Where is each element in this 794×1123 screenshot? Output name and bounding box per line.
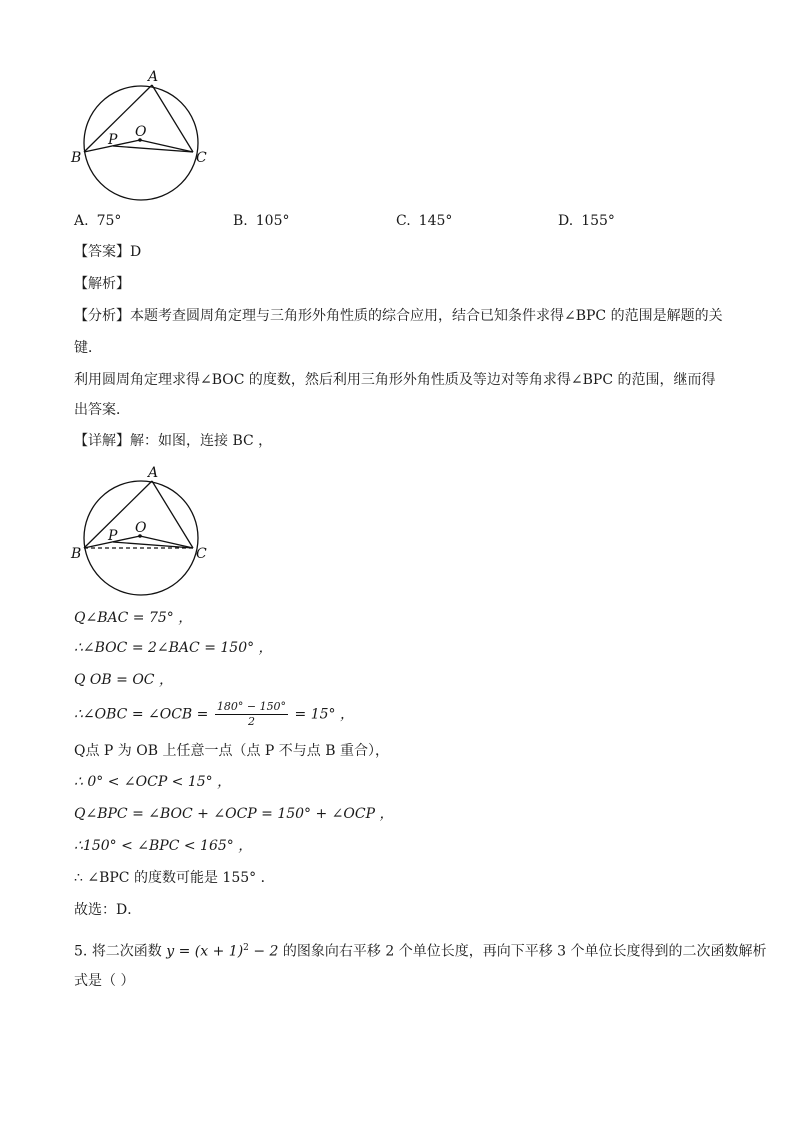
analysis-line-4: 出答案． — [74, 402, 130, 418]
step-5: Q点 P 为 OB 上任意一点（点 P 不与点 B 重合）， — [74, 743, 389, 759]
analysis-heading: 【解析】 — [74, 276, 130, 292]
step-6: ∴ 0° < ∠OCP < 15° ， — [74, 774, 232, 790]
question-5-line-1: 5. 将二次函数 $y = (x + 1)^2 - 2$ 的图象向右平移 2 个单位长度，再向下平移 3 个单位长度得到的二次函数解析 — [74, 943, 767, 960]
segment-ba — [84, 85, 152, 152]
fraction: $\frac{180^\circ - 150^\circ}{2}$ — [216, 700, 287, 728]
label-p: P — [108, 132, 118, 148]
label-o: O — [135, 124, 147, 140]
step-2: ∴∠BOC = 2∠BAC = 150° ， — [74, 640, 273, 656]
analysis-line-3: 利用圆周角定理求得∠BOC 的度数，然后利用三角形外角性质及等边对等角求得∠BPC 的范围，继而得 — [74, 372, 716, 388]
step-10: 故选：D． — [74, 902, 142, 918]
label-a: A — [148, 69, 159, 85]
analysis-line-1: 【分析】本题考查圆周角定理与三角形外角性质的综合应用，结合已知条件求得∠BPC 的范围是解题的关 — [74, 308, 723, 324]
answer-line: 【答案】D — [74, 244, 142, 260]
step-3: Q OB = OC ， — [74, 672, 173, 688]
question-5-line-2: 式是（ ） — [74, 973, 135, 989]
label-o: O — [135, 520, 147, 536]
circle — [84, 86, 198, 200]
circle — [84, 481, 198, 595]
step-9: ∴ ∠BPC 的度数可能是 155° ． — [74, 870, 275, 886]
segment-ba — [84, 481, 152, 548]
label-b: B — [71, 546, 82, 562]
label-b: B — [71, 150, 82, 166]
step-7: Q∠BPC = ∠BOC + ∠OCP = 150° + ∠OCP ， — [74, 806, 394, 822]
analysis-line-2: 键． — [74, 340, 102, 356]
label-a: A — [148, 465, 159, 481]
answer-options — [74, 213, 714, 233]
geometry-figure-2 — [68, 462, 218, 602]
option-d: D. 155° — [558, 213, 615, 229]
step-4: ∴∠OBC = ∠OCB = $\frac{180^\circ - 150^\circ}{2}$ = 15° ， — [74, 700, 354, 728]
option-b: B. 105° — [233, 213, 290, 229]
detail-line: 【详解】解：如图，连接 BC ， — [74, 433, 273, 449]
label-p: P — [108, 528, 118, 544]
option-a: A. 75° — [74, 213, 122, 229]
step-1: Q∠BAC = 75° ， — [74, 610, 193, 626]
option-c: C. 145° — [396, 213, 453, 229]
label-c: C — [196, 546, 207, 562]
geometry-figure-1 — [68, 66, 218, 206]
step-8: ∴150° < ∠BPC < 165° ， — [74, 838, 253, 854]
label-c: C — [196, 150, 207, 166]
